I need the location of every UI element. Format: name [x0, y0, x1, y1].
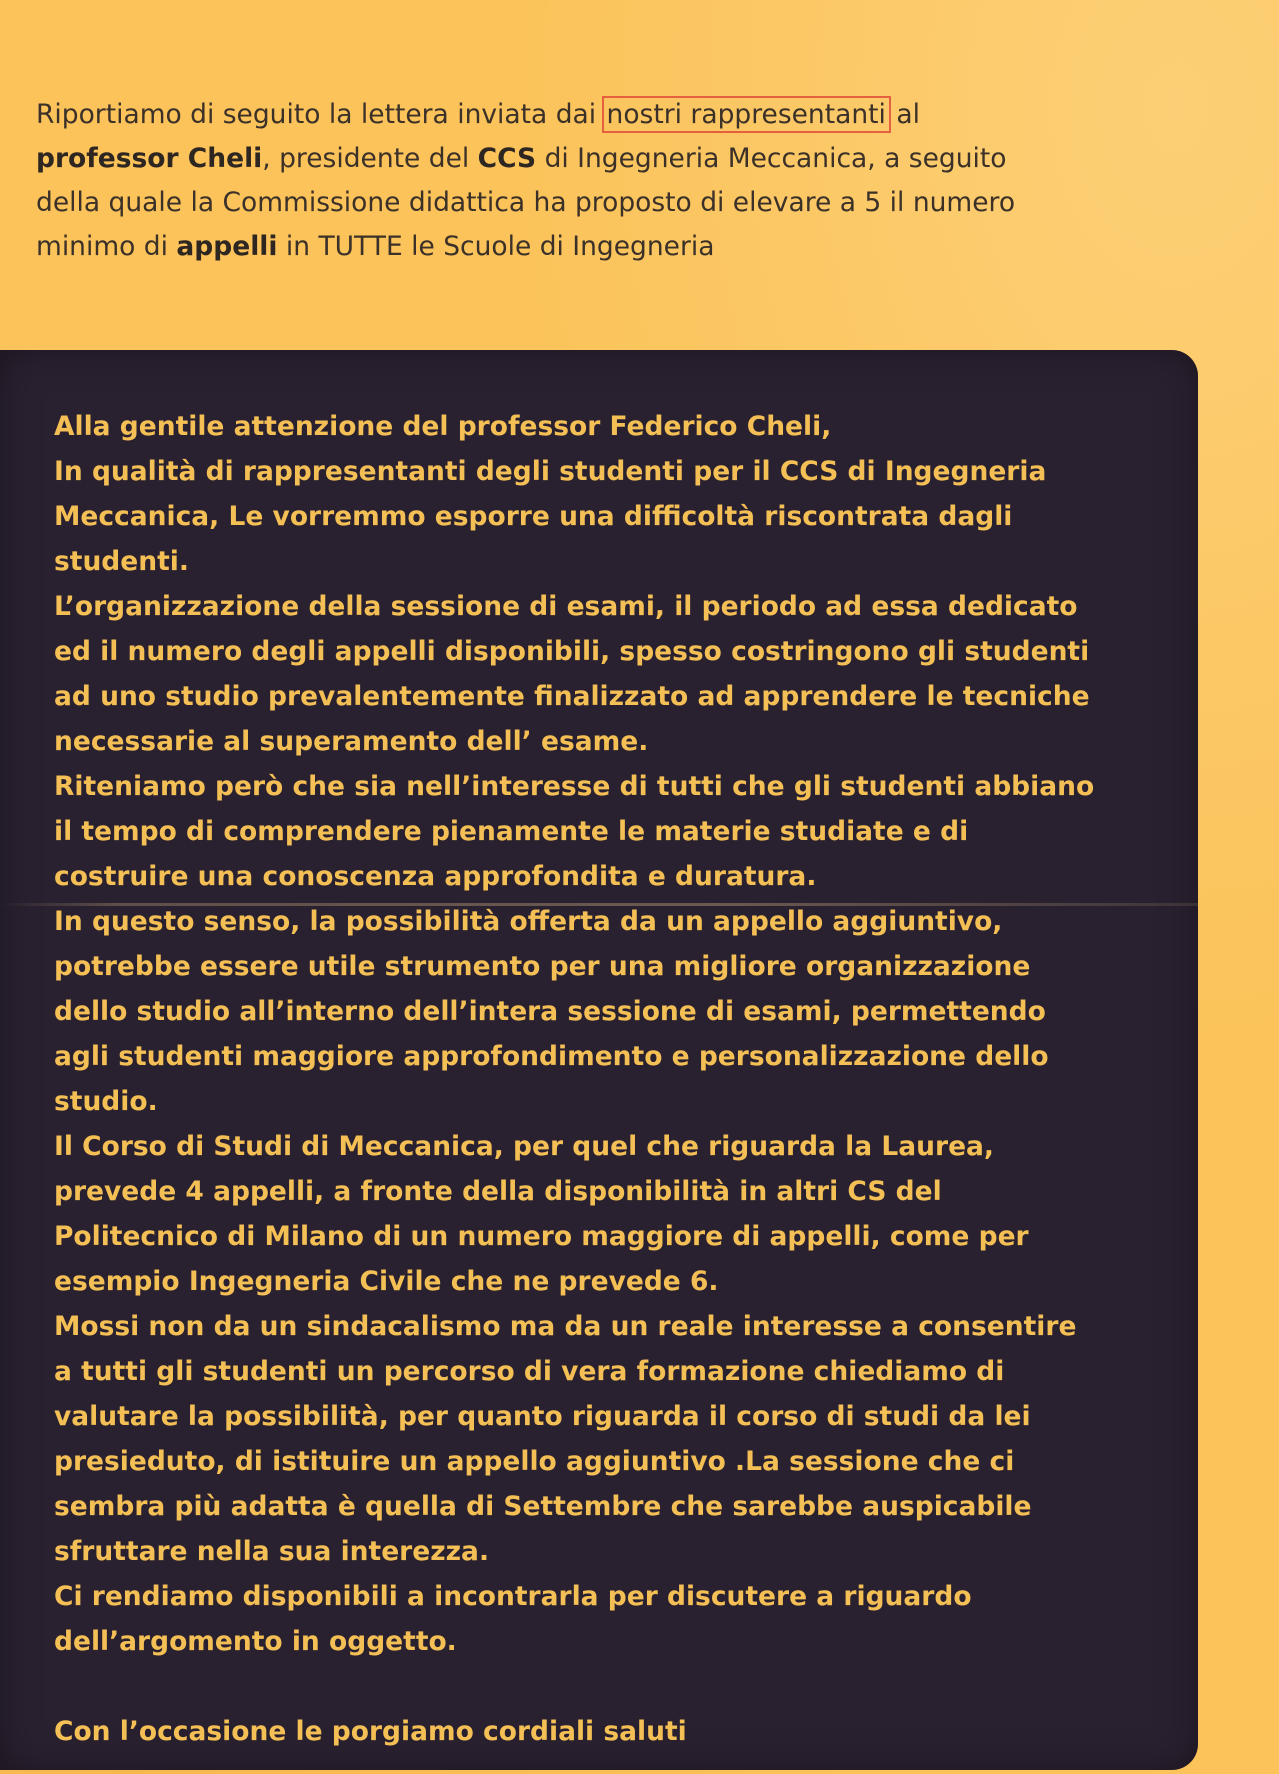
intro-bold-text: CCS — [477, 143, 537, 174]
letter-body — [54, 404, 1174, 1754]
intro-line-4 — [36, 225, 1216, 269]
letter-line: agli studenti maggiore approfondimento e personalizzazione dello — [54, 1041, 1049, 1072]
intro-text: di Ingegneria Meccanica, a seguito — [536, 143, 1007, 174]
intro-line-1 — [36, 93, 1216, 137]
letter-line: potrebbe essere utile strumento per una migliore organizzazione — [54, 951, 1031, 982]
letter-line: costruire una conoscenza approfondita e duratura. — [54, 861, 817, 892]
intro-paragraph — [36, 93, 1216, 269]
letter-line: presieduto, di istituire un appello aggiuntivo .La sessione che ci — [54, 1446, 1015, 1477]
intro-text: , presidente del — [262, 143, 478, 174]
letter-line: Il Corso di Studi di Meccanica, per quel che riguarda la Laurea, — [54, 1131, 994, 1162]
intro-text: al — [887, 99, 920, 130]
highlighted-phrase: nostri rappresentanti — [606, 99, 886, 130]
letter-line: dell’argomento in oggetto. — [54, 1626, 457, 1657]
intro-text: in TUTTE le Scuole di Ingegneria — [277, 231, 715, 262]
letter-line: dello studio all’interno dell’intera sessione di esami, permettendo — [54, 996, 1046, 1027]
letter-line: In questo senso, la possibilità offerta da un appello aggiuntivo, — [54, 906, 1003, 937]
letter-line: Meccanica, Le vorremmo esporre una difficoltà riscontrata dagli — [54, 501, 1013, 532]
letter-line: necessarie al superamento dell’ esame. — [54, 726, 649, 757]
letter-line: Alla gentile attenzione del professor Federico Cheli, — [54, 411, 832, 442]
intro-bold-text: appelli — [176, 231, 278, 262]
letter-line: studenti. — [54, 546, 189, 577]
letter-line: valutare la possibilità, per quanto riguarda il corso di studi da lei — [54, 1401, 1031, 1432]
letter-line: a tutti gli studenti un percorso di vera formazione chiediamo di — [54, 1356, 1005, 1387]
letter-line: Mossi non da un sindacalismo ma da un reale interesse a consentire — [54, 1311, 1077, 1342]
letter-line: sfruttare nella sua interezza. — [54, 1536, 490, 1567]
letter-closing: Con l’occasione le porgiamo cordiali saluti — [54, 1716, 687, 1747]
letter-line: studio. — [54, 1086, 158, 1117]
letter-line: ed il numero degli appelli disponibili, spesso costringono gli studenti — [54, 636, 1090, 667]
intro-line-2 — [36, 137, 1216, 181]
intro-line-3: della quale la Commissione didattica ha proposto di elevare a 5 il numero — [36, 187, 1016, 218]
letter-line: Riteniamo però che sia nell’interesse di tutti che gli studenti abbiano — [54, 771, 1095, 802]
letter-line: Ci rendiamo disponibili a incontrarla per discutere a riguardo — [54, 1581, 972, 1612]
letter-line: Politecnico di Milano di un numero maggiore di appelli, come per — [54, 1221, 1029, 1252]
intro-text: minimo di — [36, 231, 177, 262]
letter-line: ad uno studio prevalentemente finalizzato ad apprendere le tecniche — [54, 681, 1090, 712]
intro-text: Riportiamo di seguito la lettera inviata dai — [36, 99, 605, 130]
letter-line: il tempo di comprendere pienamente le materie studiate e di — [54, 816, 969, 847]
letter-line: esempio Ingegneria Civile che ne prevede 6. — [54, 1266, 719, 1297]
paragraph-gap — [54, 1664, 1174, 1709]
letter-line: sembra più adatta è quella di Settembre che sarebbe auspicabile — [54, 1491, 1032, 1522]
letter-line: In qualità di rappresentanti degli studenti per il CCS di Ingegneria — [54, 456, 1047, 487]
letter-line: L’organizzazione della sessione di esami, il periodo ad essa dedicato — [54, 591, 1078, 622]
intro-bold-text: professor Cheli — [36, 143, 263, 174]
letter-line: prevede 4 appelli, a fronte della disponibilità in altri CS del — [54, 1176, 942, 1207]
